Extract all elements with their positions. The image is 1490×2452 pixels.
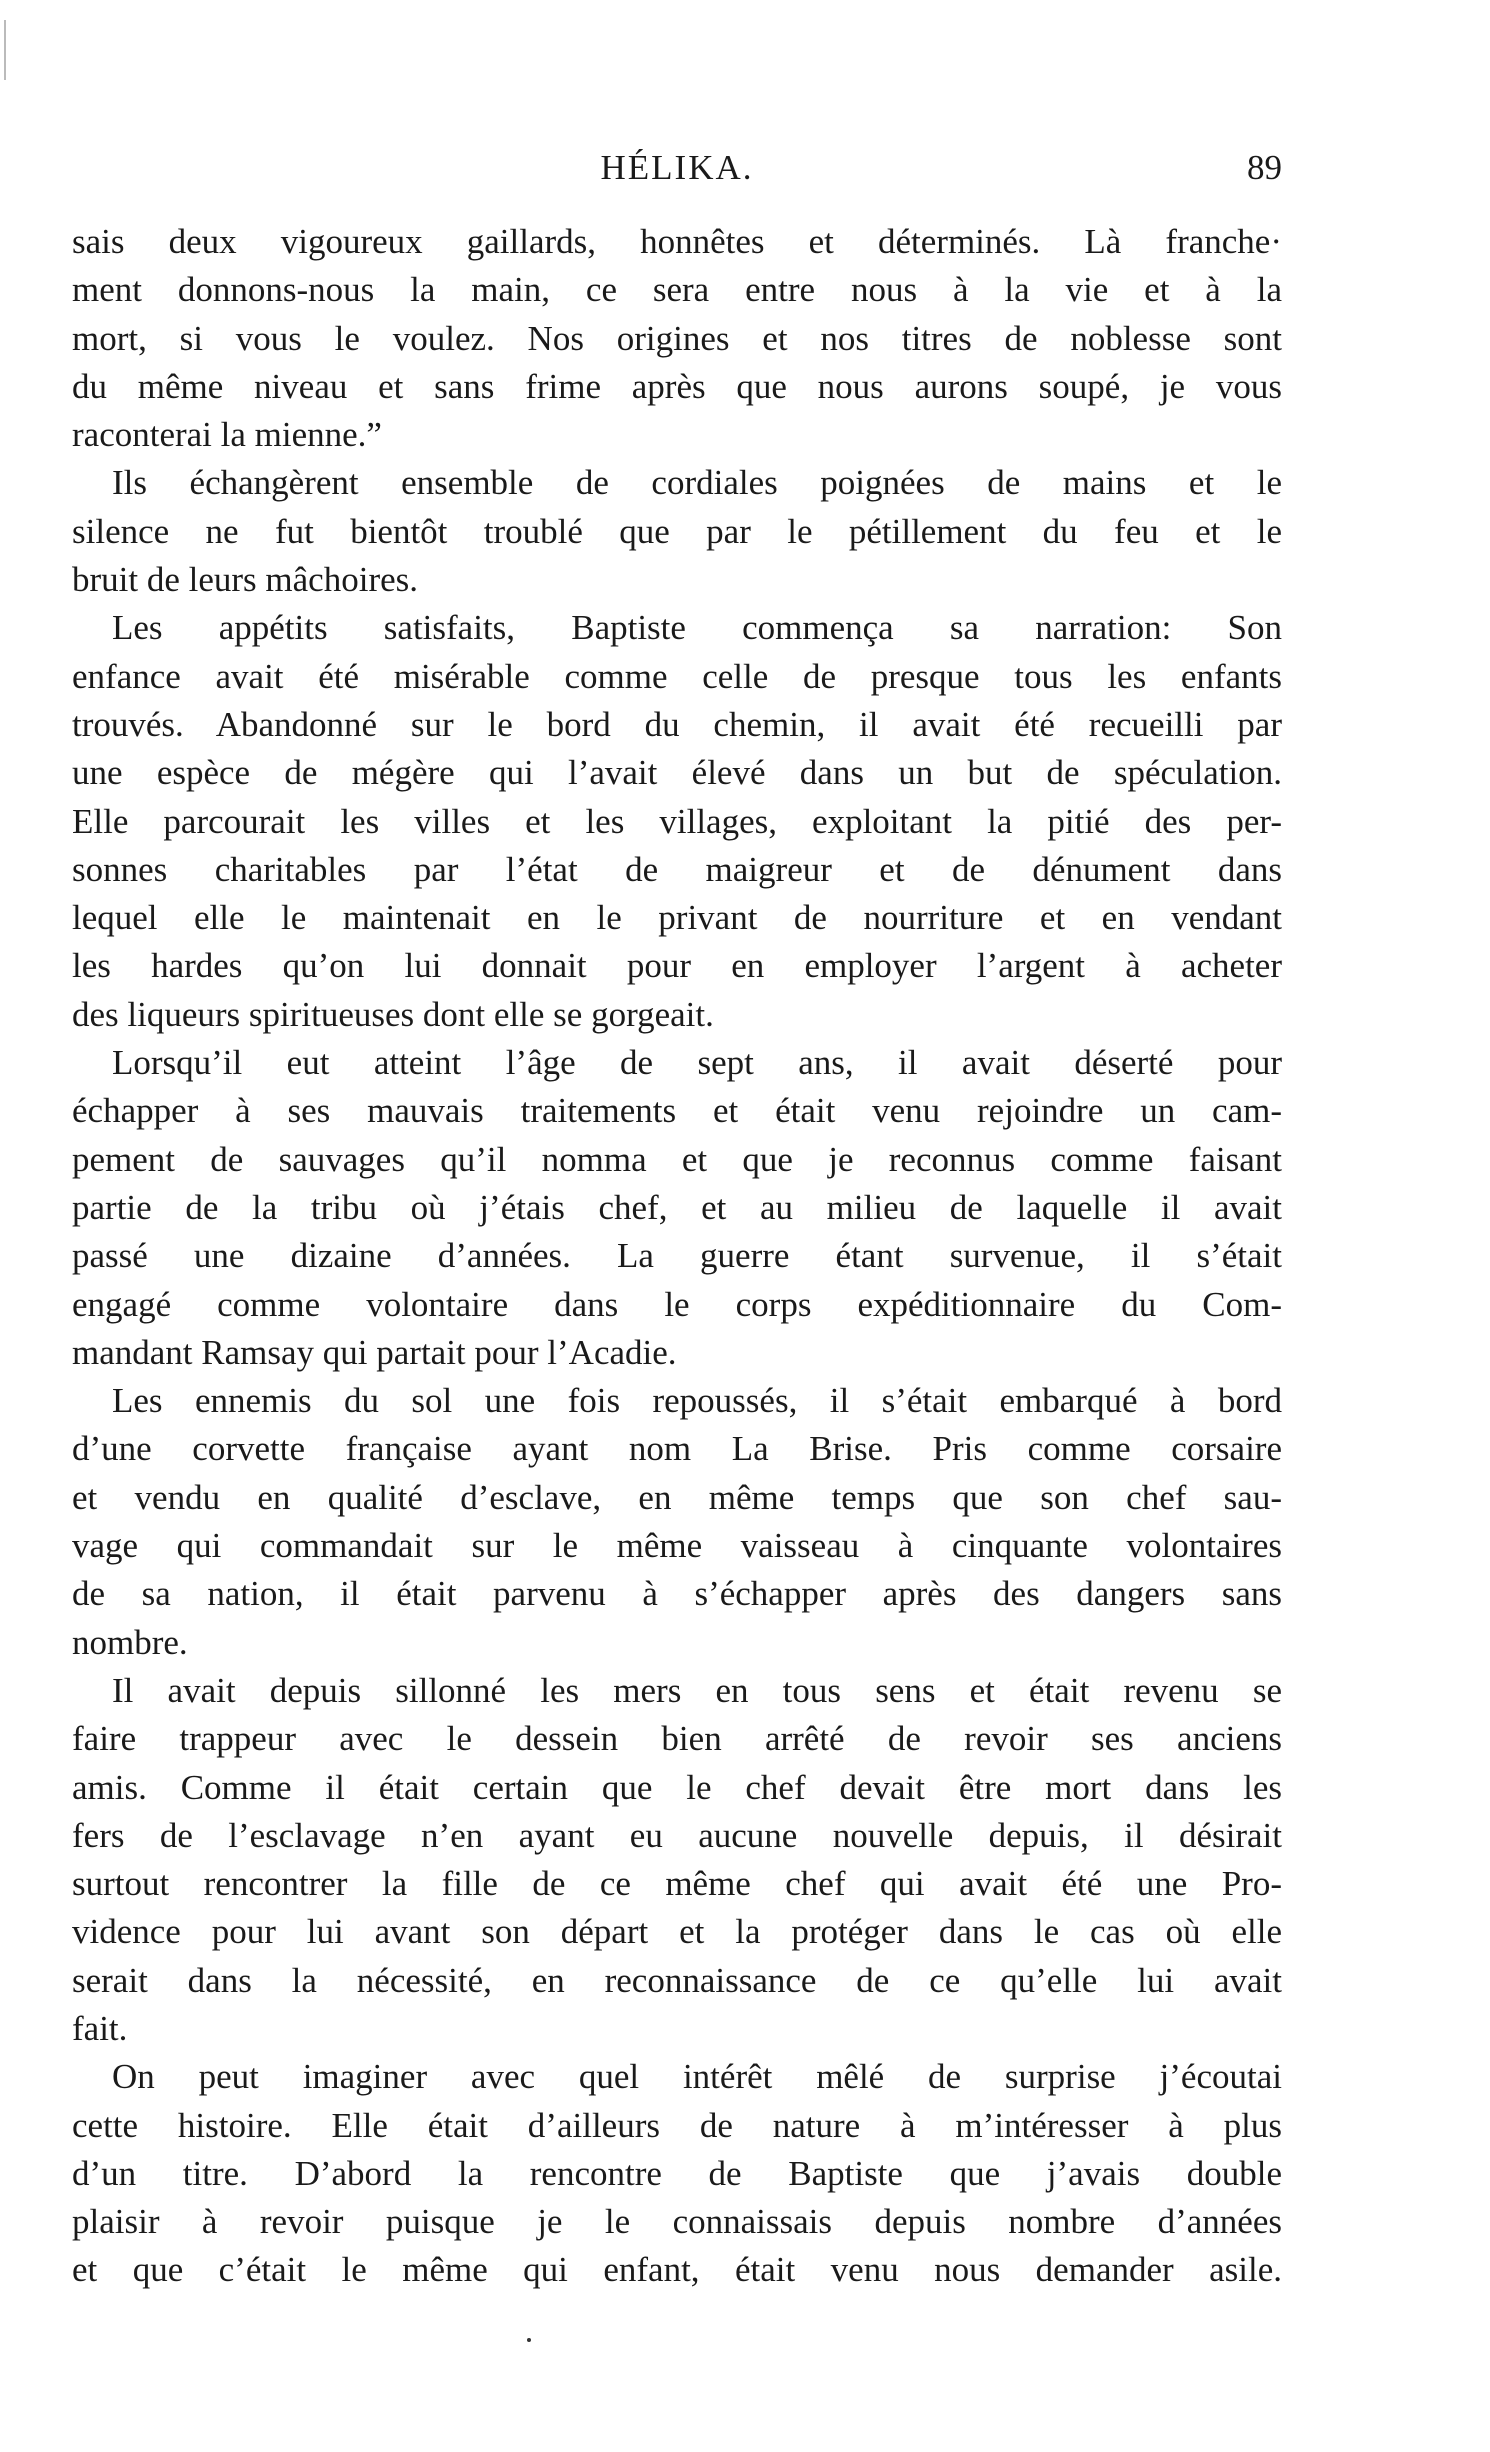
text-line: Ils échangèrent ensemble de cordiales poignées de mains et le (112, 463, 1282, 503)
running-title: HÉLIKA. (600, 148, 754, 187)
text-line: et vendu en qualité d’esclave, en même temps que son chef sau- (72, 1477, 1282, 1517)
text-line: des liqueurs spiritueuses dont elle se gorgeait. (72, 994, 714, 1034)
text-line: Lorsqu’il eut atteint l’âge de sept ans, il avait déserté pour (112, 1043, 1282, 1083)
text-line: d’une corvette française ayant nom La Brise. Pris comme corsaire (72, 1429, 1282, 1469)
text-line: Les appétits satisfaits, Baptiste commença sa narration: Son (112, 608, 1282, 648)
page-number: 89 (1247, 148, 1282, 187)
text-line: une espèce de mégère qui l’avait élevé dans un but de spéculation. (72, 753, 1282, 793)
text-line: de sa nation, il était parvenu à s’échapper après des dangers sans (72, 1574, 1282, 1614)
text-line: lequel elle le maintenait en le privant de nourriture et en vendant (72, 898, 1282, 938)
text-line: les hardes qu’on lui donnait pour en employer l’argent à acheter (72, 946, 1282, 986)
text-line: silence ne fut bientôt troublé que par le pétillement du feu et le (72, 511, 1282, 551)
text-line: mandant Ramsay qui partait pour l’Acadie. (72, 1332, 677, 1372)
body-text (72, 218, 1282, 2295)
text-line: sonnes charitables par l’état de maigreur et de dénument dans (72, 849, 1282, 889)
text-line: fait. (72, 2008, 128, 2048)
text-line: engagé comme volontaire dans le corps expéditionnaire du Com- (72, 1284, 1282, 1324)
text-line: cette histoire. Elle était d’ailleurs de nature à m’intéresser à plus (72, 2105, 1282, 2145)
text-line: enfance avait été misérable comme celle de presque tous les enfants (72, 656, 1282, 696)
text-line: pement de sauvages qu’il nomma et que je reconnus comme faisant (72, 1139, 1282, 1179)
text-line: partie de la tribu où j’étais chef, et au milieu de laquelle il avait (72, 1187, 1282, 1227)
text-line: vidence pour lui avant son départ et la protéger dans le cas où elle (72, 1912, 1282, 1952)
text-line: On peut imaginer avec quel intérêt mêlé de surprise j’écoutai (112, 2057, 1282, 2097)
text-line: échapper à ses mauvais traitements et était venu rejoindre un cam- (72, 1091, 1282, 1131)
ink-dot (527, 2338, 531, 2342)
text-line: raconterai la mienne.” (72, 415, 382, 455)
text-line: vage qui commandait sur le même vaisseau à cinquante volontaires (72, 1526, 1282, 1566)
text-line: plaisir à revoir puisque je le connaissais depuis nombre d’années (72, 2202, 1282, 2242)
text-line: amis. Comme il était certain que le chef devait être mort dans les (72, 1767, 1282, 1807)
text-line: d’un titre. D’abord la rencontre de Baptiste que j’avais double (72, 2153, 1282, 2193)
text-line: mort, si vous le voulez. Nos origines et nos titres de noblesse sont (72, 318, 1282, 358)
scan-edge-mark (4, 20, 6, 80)
text-line: sais deux vigoureux gaillards, honnêtes et déterminés. Là franche· (72, 222, 1282, 261)
text-line: surtout rencontrer la fille de ce même chef qui avait été une Pro- (72, 1864, 1282, 1904)
text-line: ment donnons-nous la main, ce sera entre nous à la vie et à la (72, 270, 1282, 310)
page-header (72, 148, 1282, 198)
text-line: faire trappeur avec le dessein bien arrêté de revoir ses anciens (72, 1719, 1282, 1759)
text-line: et que c’était le même qui enfant, était venu nous demander asile. (72, 2250, 1282, 2290)
text-line: du même niveau et sans frime après que nous aurons soupé, je vous (72, 366, 1282, 406)
text-line: Elle parcourait les villes et les villages, exploitant la pitié des per- (72, 801, 1282, 841)
text-line: Il avait depuis sillonné les mers en tous sens et était revenu se (112, 1670, 1282, 1710)
text-line: fers de l’esclavage n’en ayant eu aucune nouvelle depuis, il désirait (72, 1815, 1282, 1855)
text-line: trouvés. Abandonné sur le bord du chemin, il avait été recueilli par (72, 704, 1282, 744)
text-line: Les ennemis du sol une fois repoussés, il s’était embarqué à bord (112, 1381, 1282, 1421)
text-line: serait dans la nécessité, en reconnaissance de ce qu’elle lui avait (72, 1960, 1282, 2000)
text-line: passé une dizaine d’années. La guerre étant survenue, il s’était (72, 1236, 1282, 1276)
text-line: nombre. (72, 1622, 188, 1662)
text-line: bruit de leurs mâchoires. (72, 560, 419, 600)
